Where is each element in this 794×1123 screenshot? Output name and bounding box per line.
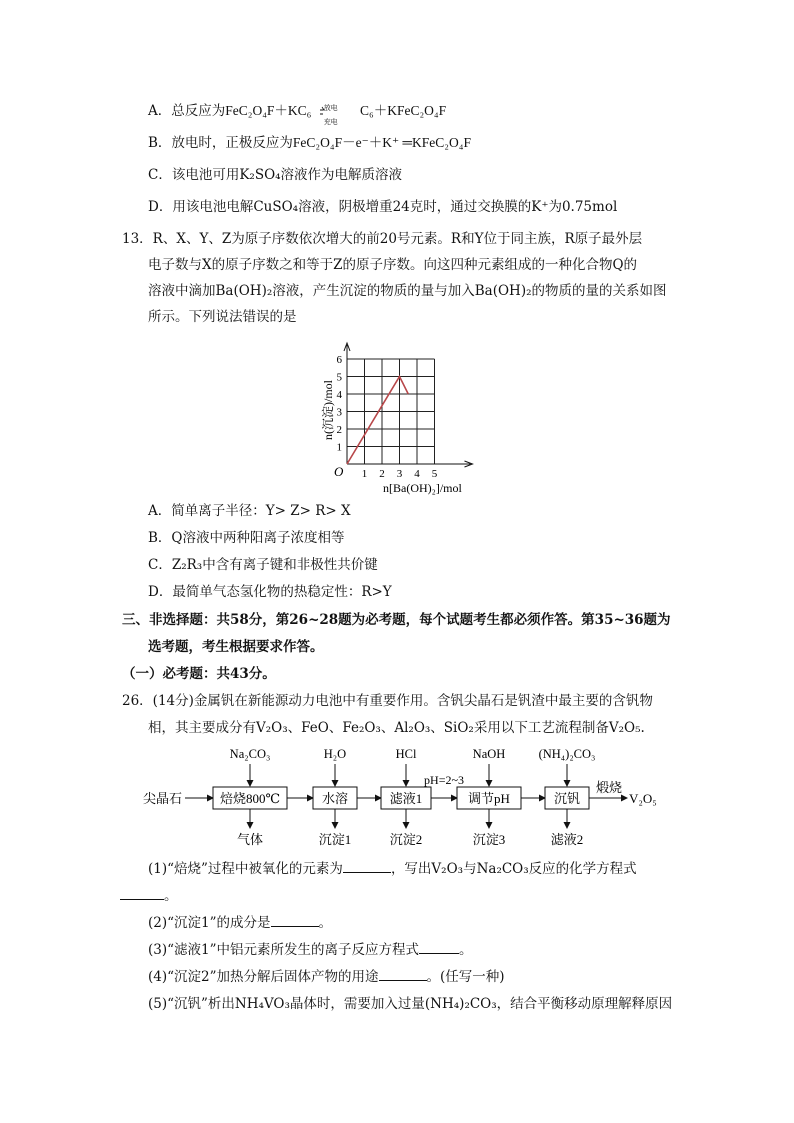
x-tick-label: 2	[379, 468, 385, 480]
x-tick-label: 5	[431, 468, 438, 480]
flow-product: V₂O₅	[629, 791, 657, 806]
q26-sub4-end: 。(任写一种)	[426, 969, 505, 985]
q12-option-a-label: A．总反应为	[148, 103, 226, 119]
q13-option-b: B．Q溶液中两种阳离子浓度相等	[148, 530, 345, 546]
flow-step-5-label: 沉钒	[553, 791, 581, 806]
q12-option-a-rhs: C₆＋KFeC₂O₄F	[359, 103, 447, 118]
flow-step-3-label: 滤液1	[389, 791, 423, 806]
q26-sub3	[148, 941, 473, 959]
y-tick-label: 4	[336, 389, 342, 401]
q12-option-c: C．该电池可用K₂SO₄溶液作为电解质溶液	[148, 167, 403, 183]
flow-output-3: 沉淀2	[389, 832, 423, 847]
q26-stem-line1: 26．(14分)金属钒在新能源动力电池中有重要作用。含钒尖晶石是钒渣中最主要的含钒物	[122, 693, 653, 709]
flow-step-4-label: 调节pH	[468, 791, 510, 806]
arrow-top-label: 放电	[323, 103, 338, 112]
arrow-bottom-label: 充电	[323, 117, 338, 126]
q26-sub1-continued	[120, 887, 178, 905]
flow-reagent-5: (NH₄)₂CO₃	[538, 747, 596, 761]
process-flow-diagram	[135, 740, 695, 855]
y-tick-label: 1	[336, 441, 342, 454]
q12-option-a	[148, 102, 447, 126]
flow-output-5: 滤液2	[550, 832, 584, 847]
q12-option-a-formula: FeC₂O₄F＋KC₆	[225, 103, 312, 118]
answer-blank[interactable]	[419, 941, 459, 954]
flow-start-label: 尖晶石	[143, 791, 183, 806]
flow-reagent-4: NaOH	[472, 747, 506, 761]
answer-blank[interactable]	[120, 887, 164, 900]
flow-reagent-1: Na₂CO₃	[229, 747, 271, 761]
chart-ticks	[337, 354, 438, 480]
x-tick-label: 4	[414, 468, 420, 480]
q13-stem-line4: 所示。下列说法错误的是	[148, 309, 297, 325]
q12-option-b-label: B．放电时，正极反应为	[148, 135, 293, 151]
x-tick-label: 1	[361, 468, 368, 480]
section3-subheading: （一）必考题：共43分。	[122, 666, 276, 682]
q12-option-b	[148, 134, 471, 152]
q26-sub4	[148, 968, 505, 986]
q26-sub3-end: 。	[459, 942, 473, 958]
q26-sub1-part-b: ，写出V₂O₃与Na₂CO₃反应的化学方程式	[390, 861, 637, 877]
flow-reagent-3: HCl	[395, 747, 417, 761]
chart-ylabel: n(沉淀)/mol	[321, 380, 335, 440]
flow-output-2: 沉淀1	[318, 832, 352, 847]
section3-heading-line2: 选考题，考生根据要求作答。	[148, 639, 324, 655]
q13-stem-line1: 13．R、X、Y、Z为原子序数依次增大的前20号元素。R和Y位于同主族，R原子最外层	[122, 231, 643, 247]
q26-sub2-end: 。	[318, 915, 333, 931]
q13-stem-line3: 溶液中滴加Ba(OH)₂溶液，产生沉淀的物质的量与加入Ba(OH)₂的物质的量的关系如图	[148, 283, 667, 299]
chart-origin-label: O	[334, 464, 344, 479]
x-tick-label: 3	[396, 468, 403, 480]
q12-option-d: D．用该电池电解CuSO₄溶液，阴极增重24克时，通过交换膜的K⁺为0.75mol	[148, 199, 618, 215]
y-tick-label: 2	[336, 424, 342, 436]
q26-sub1-end: 。	[164, 888, 178, 904]
q12-option-b-formula: FeC₂O₄F－e⁻＋K⁺ ═KFeC₂O₄F	[292, 135, 471, 150]
answer-blank[interactable]	[271, 914, 319, 927]
flow-step-2-label: 水溶	[321, 791, 349, 806]
flow-ph-note: pH=2~3	[424, 773, 464, 787]
q13-option-a: A．简单离子半径：Y> Z> R> X	[148, 503, 351, 519]
section3-heading-line1: 三、非选择题：共58分，第26~28题为必考题，每个试题考生都必须作答。第35~36题为	[122, 612, 671, 628]
precipitate-chart	[310, 330, 510, 500]
q26-sub5: (5)“沉钒”析出NH₄VO₃晶体时，需要加入过量(NH₄)₂CO₃，结合平衡移动原理解释原因	[148, 996, 673, 1012]
q13-option-d: D．最简单气态氢化物的热稳定性：R>Y	[148, 584, 392, 600]
y-tick-label: 5	[336, 371, 342, 384]
reversible-arrow	[316, 103, 356, 126]
flow-step-adjust-ph	[457, 787, 521, 809]
flow-step-1-label: 焙烧800℃	[219, 791, 281, 806]
q26-sub1-part-a: (1)“焙烧”过程中被氧化的元素为	[148, 861, 343, 877]
q13-option-c: C．Z₂R₃中含有离子键和非极性共价键	[148, 557, 378, 573]
flow-step-filtrate1	[381, 787, 431, 809]
flow-output-4: 沉淀3	[472, 832, 506, 847]
chart-axes	[344, 343, 473, 467]
chart-xlabel: n[Ba(OH)₂]/mol	[383, 481, 462, 495]
flow-step-precipitate-vanadium	[545, 787, 589, 809]
y-tick-label: 6	[336, 354, 342, 366]
flow-final-step: 煅烧	[595, 780, 623, 795]
q26-sub3-text: (3)“滤液1”中铝元素所发生的离子反应方程式	[148, 942, 420, 958]
q26-sub2	[148, 914, 332, 932]
answer-blank[interactable]	[343, 860, 391, 873]
q26-stem-line2: 相，其主要成分有V₂O₃、FeO、Fe₂O₃、Al₂O₃、SiO₂采用以下工艺流程制备V₂O₅.	[148, 720, 645, 736]
answer-blank[interactable]	[379, 968, 427, 981]
q13-stem-line2: 电子数与X的原子序数之和等于Z的原子序数。向这四种元素组成的一种化合物Q的	[148, 257, 638, 273]
chart-grid	[347, 359, 435, 464]
q26-sub1	[148, 860, 637, 878]
flow-reagent-2: H₂O	[323, 747, 347, 761]
flow-step-dissolve	[313, 787, 357, 809]
y-tick-label: 3	[336, 406, 342, 419]
q26-sub4-text: (4)“沉淀2”加热分解后固体产物的用途	[148, 969, 379, 985]
flow-output-1: 气体	[236, 832, 264, 847]
q26-sub2-text: (2)“沉淀1”的成分是	[148, 915, 271, 931]
flow-step-roasting	[213, 787, 287, 809]
